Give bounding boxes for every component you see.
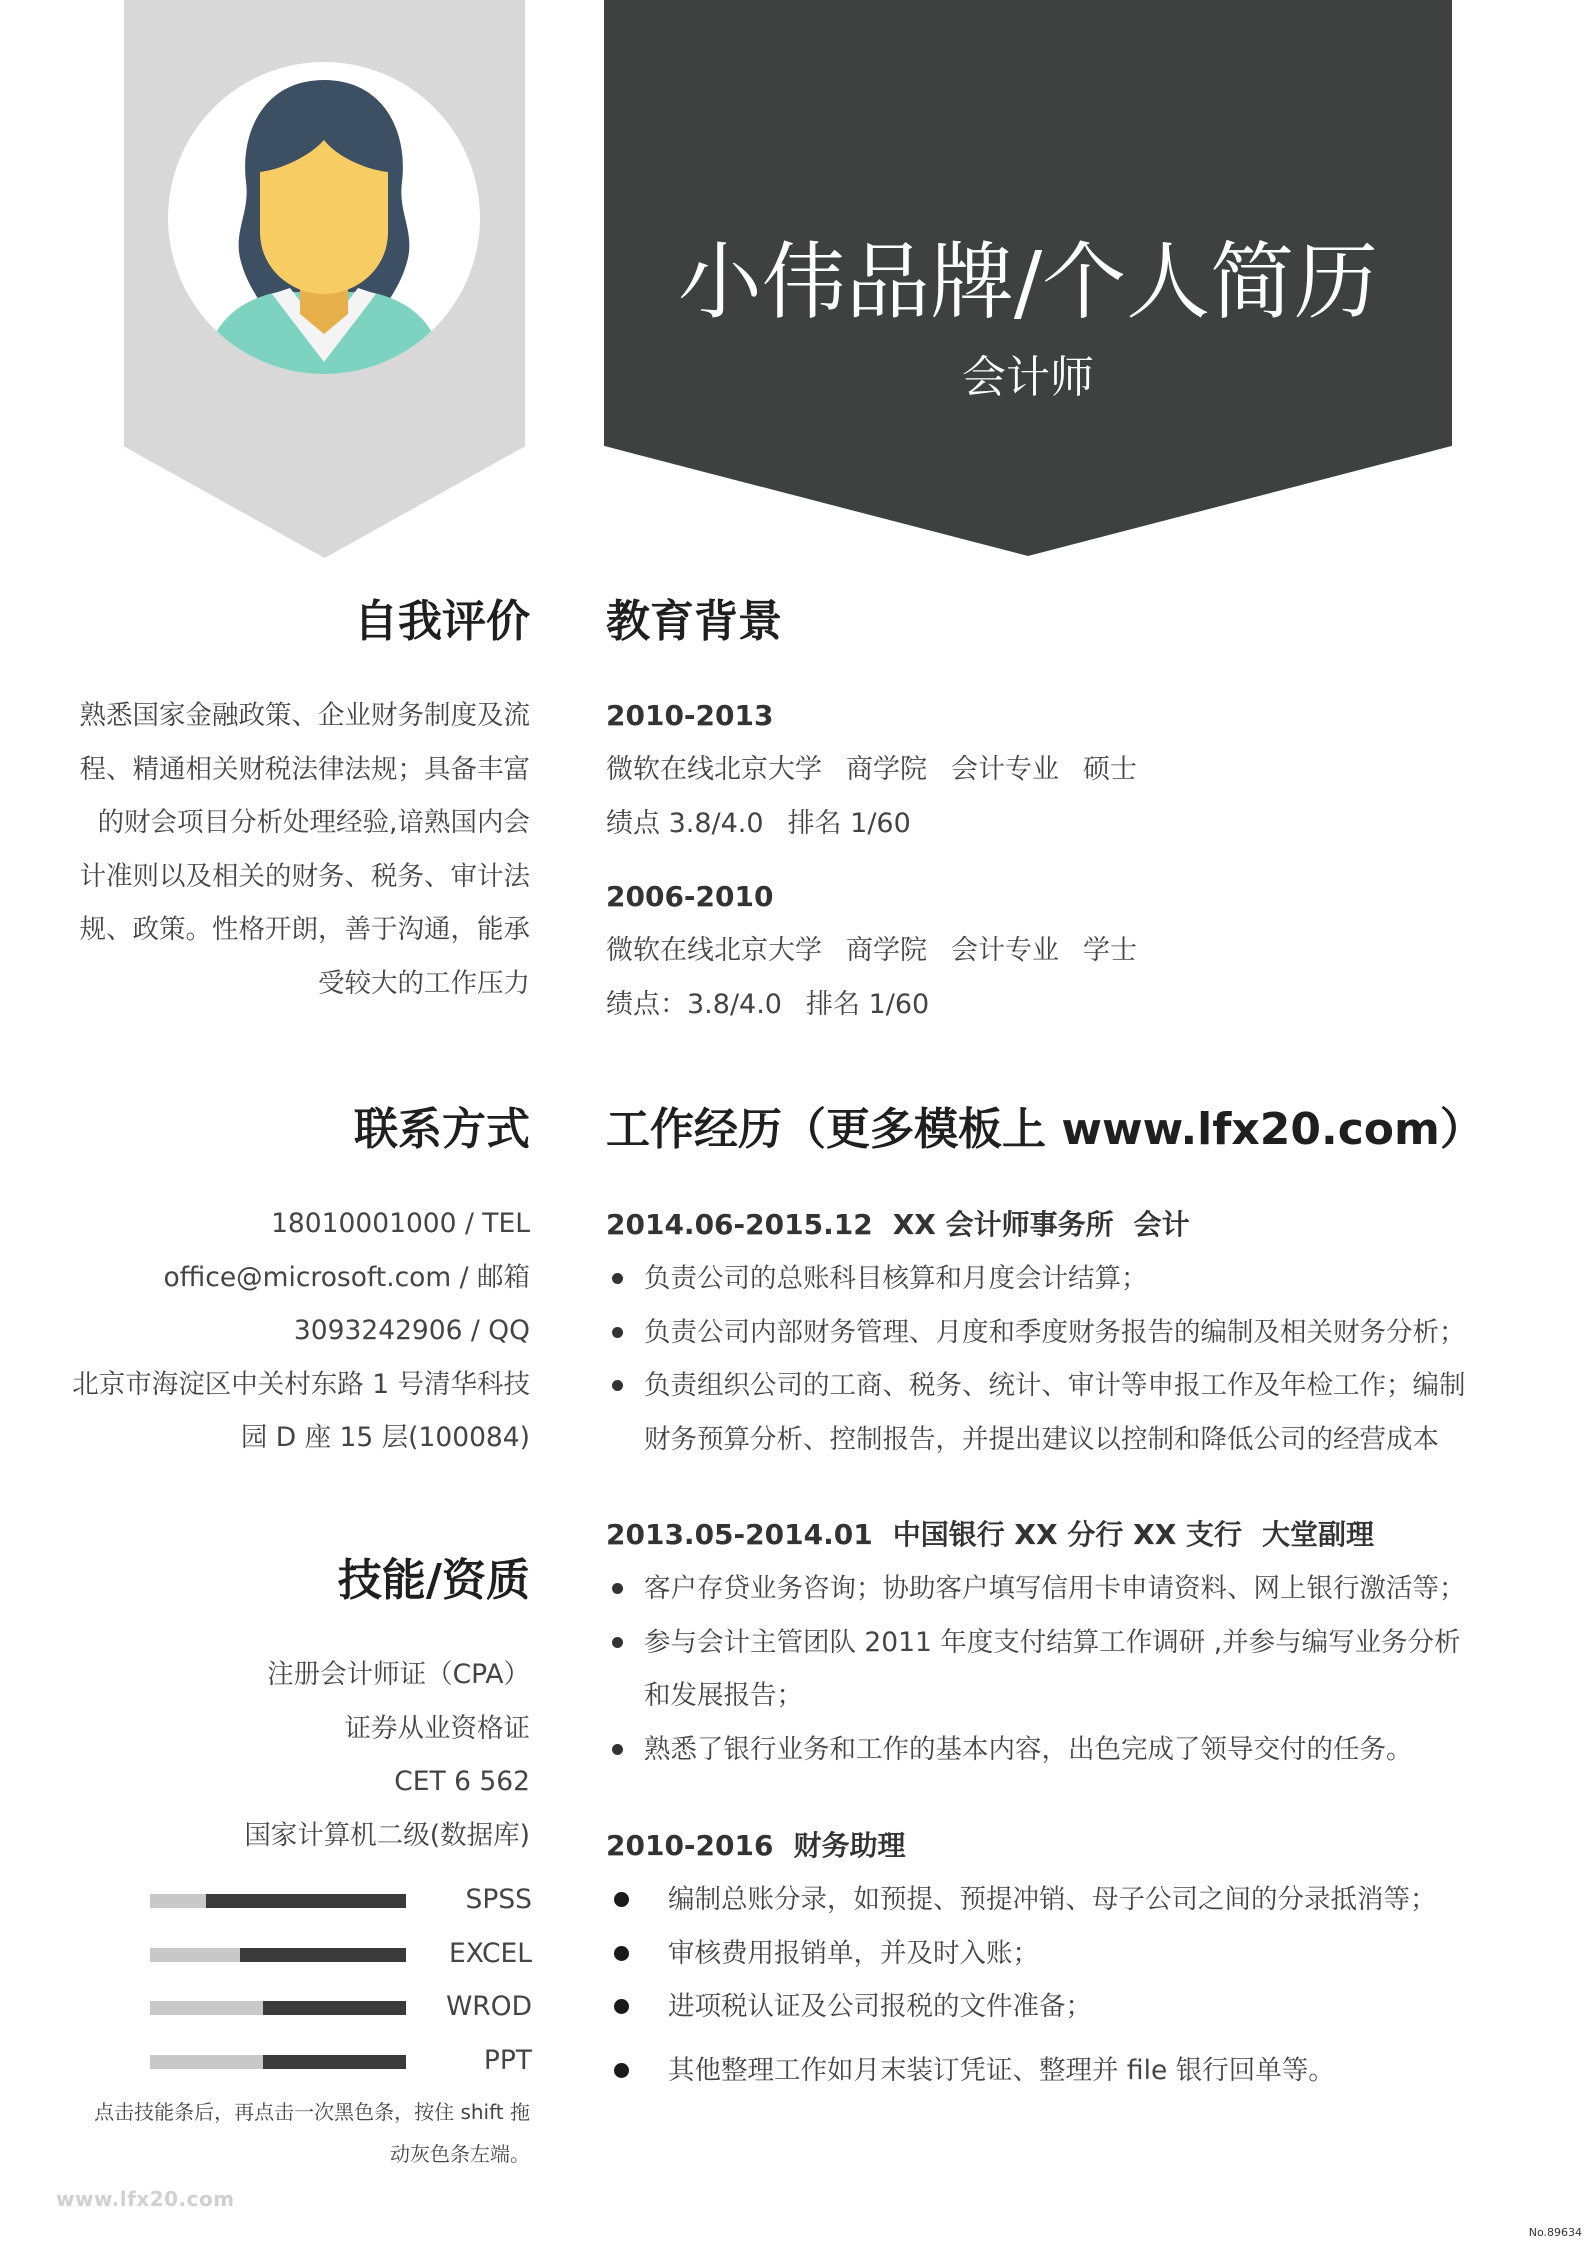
education-school: 微软在线北京大学 xyxy=(606,754,822,785)
self-evaluation-line: 程、精通相关财税法律法规；具备丰富 xyxy=(79,753,530,785)
work-company: 财务助理 xyxy=(793,1829,906,1862)
skills-hint-line: 动灰色条左端。 xyxy=(390,2142,530,2166)
education-degree: 学士 xyxy=(1083,935,1137,966)
education-school: 微软在线北京大学 xyxy=(606,935,822,966)
skill-bar-ppt[interactable] xyxy=(150,2034,532,2088)
work-item xyxy=(606,1198,1466,1466)
contact-info xyxy=(60,1197,530,1465)
education-school-row xyxy=(606,924,1426,978)
skill-bar-track[interactable] xyxy=(150,1948,406,1962)
work-bullet xyxy=(606,1980,1426,2034)
education-college: 商学院 xyxy=(846,754,927,785)
bullet-dot-icon xyxy=(612,1380,623,1391)
watermark: www.lfx20.com xyxy=(56,2187,235,2211)
education-gpa: 绩点：3.8/4.0 xyxy=(606,988,782,1020)
work-period: 2014.06-2015.12 xyxy=(606,1208,873,1241)
skill-bar-fill[interactable] xyxy=(206,1894,406,1908)
self-evaluation-line: 计准则以及相关的财务、税务、审计法 xyxy=(79,860,530,892)
work-item xyxy=(606,1819,1437,2097)
work-heading: 工作经历（更多模板上 www.lfx20.com） xyxy=(606,1104,1484,1155)
work-bullet xyxy=(606,1723,1426,1777)
work-bullet-text: 负责组织公司的工商、税务、统计、审计等申报工作及年检工作；编制 xyxy=(644,1370,1466,1402)
skill-bar-track[interactable] xyxy=(150,1894,406,1908)
female-avatar-icon xyxy=(168,62,480,374)
bullet-dot-icon xyxy=(612,1744,623,1755)
education-score-row xyxy=(606,978,1426,1032)
work-bullet-text: 编制总账分录，如预提、预提冲销、母子公司之间的分录抵消等； xyxy=(668,1884,1437,1915)
self-evaluation-text xyxy=(60,689,530,1011)
work-bullet-text: 负责公司的总账科目核算和月度会计结算； xyxy=(644,1263,1148,1294)
education-major: 会计专业 xyxy=(951,754,1059,785)
contact-address: 北京市海淀区中关村东路 1 号清华科技 xyxy=(72,1368,530,1400)
skills-heading: 技能/资质 xyxy=(337,1555,530,1606)
education-gpa: 绩点 3.8/4.0 xyxy=(606,807,764,839)
work-bullet xyxy=(606,1306,1466,1360)
education-period: 2006-2010 xyxy=(606,880,774,913)
education-rank: 排名 1/60 xyxy=(787,807,911,839)
certificate-item: 注册会计师证（CPA） xyxy=(267,1659,530,1690)
education-degree: 硕士 xyxy=(1083,754,1137,785)
skill-bar-fill[interactable] xyxy=(240,1948,406,1962)
contact-phone: 18010001000 / TEL xyxy=(271,1208,530,1239)
contact-address: 园 D 座 15 层(100084) xyxy=(240,1422,530,1454)
work-period: 2010-2016 xyxy=(606,1829,774,1862)
skills-hint xyxy=(60,2091,530,2175)
skill-bar-track[interactable] xyxy=(150,2055,406,2069)
contact-email: office@microsoft.com / 邮箱 xyxy=(163,1261,530,1293)
skill-label: PPT xyxy=(483,2045,532,2076)
education-rank: 排名 1/60 xyxy=(805,988,930,1020)
work-bullet-text: 进项税认证及公司报税的文件准备； xyxy=(668,1991,1092,2023)
self-evaluation-line: 的财会项目分析处理经验,谙熟国内会 xyxy=(97,807,530,839)
self-evaluation-line: 规、政策。性格开朗，善于沟通，能承 xyxy=(79,914,530,946)
work-header xyxy=(606,1198,1426,1252)
work-bullet xyxy=(606,1873,1437,1927)
education-school-row xyxy=(606,743,1426,797)
work-bullet xyxy=(606,1616,1461,1723)
skill-bar-spss[interactable] xyxy=(150,1873,532,1927)
contact-qq: 3093242906 / QQ xyxy=(293,1315,530,1347)
avatar xyxy=(168,62,480,374)
certificate-item: 证券从业资格证 xyxy=(344,1712,530,1744)
skill-bar-fill[interactable] xyxy=(263,2001,406,2015)
work-role: 大堂副理 xyxy=(1262,1518,1375,1551)
bullet-dot-icon xyxy=(614,1999,629,2014)
job-title: 会计师 xyxy=(962,352,1094,403)
work-header xyxy=(606,1819,1426,1873)
work-bullet-text: 负责公司内部财务管理、月度和季度财务报告的编制及相关财务分析； xyxy=(644,1316,1466,1348)
bullet-dot-icon xyxy=(614,1892,629,1907)
self-evaluation-heading: 自我评价 xyxy=(354,596,530,647)
work-bullet-text: 参与会计主管团队 2011 年度支付结算工作调研 ,并参与编写业务分析 xyxy=(644,1626,1461,1658)
skill-bar-fill[interactable] xyxy=(263,2055,406,2069)
skill-bar-track[interactable] xyxy=(150,2001,406,2015)
education-item xyxy=(606,870,1426,1031)
certificate-list xyxy=(60,1648,530,1862)
page-title: 小伟品牌/个人简历 xyxy=(677,233,1379,331)
skills-hint-line: 点击技能条后，再点击一次黑色条，按住 shift 拖 xyxy=(94,2100,530,2124)
self-evaluation-line: 熟悉国家金融政策、企业财务制度及流 xyxy=(79,700,530,731)
document-number: No.89634 xyxy=(1528,2226,1582,2239)
work-bullet-text: 和发展报告； xyxy=(644,1680,803,1712)
education-heading: 教育背景 xyxy=(606,596,782,647)
skill-bar-word[interactable] xyxy=(150,1980,532,2034)
skill-label: EXCEL xyxy=(449,1938,532,1969)
work-bullet xyxy=(606,1927,1426,1981)
work-bullet xyxy=(606,1359,1466,1466)
education-major: 会计专业 xyxy=(951,935,1059,966)
work-bullet-text: 其他整理工作如月末装订凭证、整理并 file 银行回单等。 xyxy=(668,2054,1335,2086)
work-bullet xyxy=(606,2044,1426,2098)
work-company: XX 会计师事务所 xyxy=(892,1208,1114,1241)
work-role: 会计 xyxy=(1133,1208,1190,1241)
work-bullet-text: 客户存贷业务咨询；协助客户填写信用卡申请资料、网上银行激活等； xyxy=(644,1573,1466,1604)
bullet-dot-icon xyxy=(612,1583,623,1594)
skill-label: WROD xyxy=(446,1991,532,2022)
work-bullet xyxy=(606,1252,1426,1306)
certificate-item: 国家计算机二级(数据库) xyxy=(244,1819,530,1851)
education-score-row xyxy=(606,797,1426,851)
bullet-dot-icon xyxy=(612,1327,623,1338)
contact-heading: 联系方式 xyxy=(354,1104,530,1155)
education-period: 2010-2013 xyxy=(606,699,774,732)
work-bullet-text: 财务预算分析、控制报告，并提出建议以控制和降低公司的经营成本 xyxy=(644,1423,1439,1455)
certificate-item: CET 6 562 xyxy=(394,1766,530,1798)
education-college: 商学院 xyxy=(846,935,927,966)
work-period: 2013.05-2014.01 xyxy=(606,1518,873,1551)
skill-bar-excel[interactable] xyxy=(150,1927,532,1981)
bullet-dot-icon xyxy=(614,2063,629,2078)
work-bullet xyxy=(606,1562,1466,1616)
work-header xyxy=(606,1508,1426,1562)
bullet-dot-icon xyxy=(612,1637,623,1648)
work-bullet-text: 熟悉了银行业务和工作的基本内容，出色完成了领导交付的任务。 xyxy=(644,1733,1413,1765)
self-evaluation-line: 受较大的工作压力 xyxy=(318,967,530,999)
work-company: 中国银行 XX 分行 XX 支行 xyxy=(892,1518,1243,1551)
bullet-dot-icon xyxy=(612,1273,623,1284)
work-bullet-text: 审核费用报销单，并及时入账； xyxy=(668,1937,1039,1969)
work-item xyxy=(606,1508,1466,1776)
skill-label: SPSS xyxy=(465,1884,532,1915)
bullet-dot-icon xyxy=(614,1946,629,1961)
education-item xyxy=(606,689,1426,850)
